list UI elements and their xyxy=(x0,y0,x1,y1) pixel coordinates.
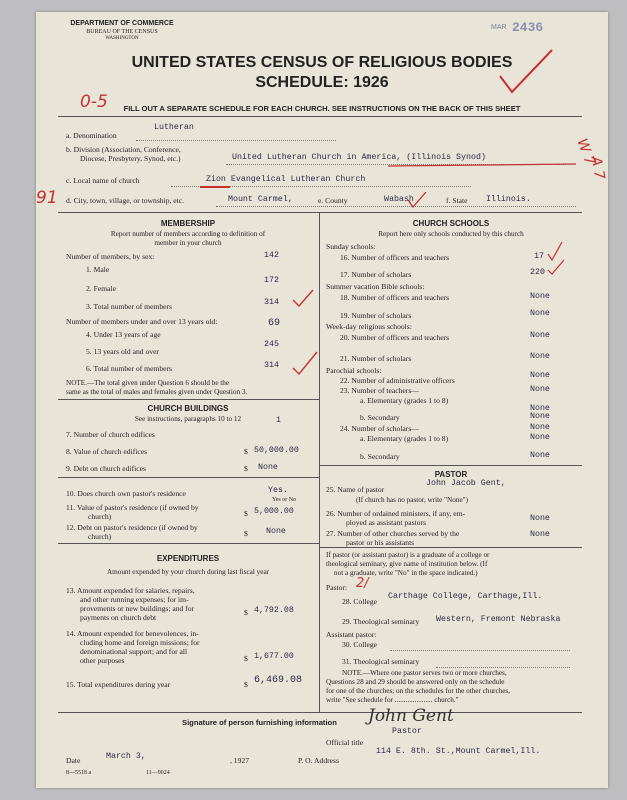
date-label: Date xyxy=(66,756,81,765)
divider xyxy=(58,477,319,478)
divider xyxy=(58,712,582,713)
red-check-mark xyxy=(406,192,436,212)
dollar-sign: $ xyxy=(244,509,248,518)
s22-label: 22. Number of administrative officers xyxy=(340,376,455,385)
divider xyxy=(58,212,582,213)
s17-label: 17. Number of scholars xyxy=(340,270,412,279)
pastor-residence-debt-label: 12. Debt on pastor's residence (if owned by xyxy=(66,523,198,532)
female-value: 172 xyxy=(264,276,279,285)
side-mark: W 7 xyxy=(573,136,598,168)
s24a-value: None xyxy=(530,433,550,442)
exp14-label-4: other purposes xyxy=(80,656,125,665)
s20-label: 20. Number of officers and teachers xyxy=(340,333,450,342)
dollar-sign: $ xyxy=(244,654,248,663)
divider xyxy=(319,547,582,548)
sunday-label: Sunday schools: xyxy=(326,242,376,251)
side-mark: 91 xyxy=(36,188,58,208)
total-label: 3. Total number of members xyxy=(86,302,173,311)
exp14-label: 14. Amount expended for benevolences, in- xyxy=(66,629,199,638)
schools-subtitle: Report here only schools conducted by this church xyxy=(378,230,524,238)
ordained-label: 26. Number of ordained ministers, if any, em- xyxy=(326,509,466,518)
edifice-value-label: 8. Value of church edifices xyxy=(66,447,148,456)
official-title-label: Official title xyxy=(326,738,364,747)
pastor-sub-label: Pastor: xyxy=(326,583,348,592)
exp15-label: 15. Total expenditures during year xyxy=(66,680,171,689)
side-mark: A 7 xyxy=(587,155,608,181)
s16-value: 17 xyxy=(534,252,544,261)
division-label-2: Diocese, Presbytery, Synod, etc.) xyxy=(80,154,181,163)
red-check-marks xyxy=(546,236,576,276)
graduate-note-2: theological seminary, give name of institution below. (If xyxy=(326,560,488,568)
total-value: 314 xyxy=(264,298,279,307)
census-form xyxy=(36,12,608,788)
po-address-label: P. O. Address xyxy=(298,756,339,765)
s23b-label: b. Secondary xyxy=(360,413,400,422)
membership-note: NOTE.—The total given under Question 6 should be the xyxy=(66,379,230,387)
s21-value: None xyxy=(530,352,550,361)
s18-label: 18. Number of officers and teachers xyxy=(340,293,450,302)
dollar-sign: $ xyxy=(244,680,248,689)
division-label: b. Division (Association, Conference, xyxy=(66,145,181,154)
exp13-value: 4,792.08 xyxy=(254,606,294,615)
church-label: church) xyxy=(88,532,112,541)
over-13-value: 245 xyxy=(264,340,279,349)
dotted-line xyxy=(390,650,570,651)
exp14-label-3: denominational support; and for all xyxy=(80,647,188,656)
red-pencil-mark: 0-5 xyxy=(80,92,108,112)
form-schedule: SCHEDULE: 1926 xyxy=(255,74,389,91)
print-number: 11—9024 xyxy=(146,770,170,776)
other-churches-label: 27. Number of other churches served by the xyxy=(326,529,460,538)
form-title: UNITED STATES CENSUS OF RELIGIOUS BODIES xyxy=(131,54,513,71)
dotted-line xyxy=(436,667,570,668)
over-13-label: 5. 13 years old and over xyxy=(86,347,159,356)
date-value: March 3, xyxy=(106,752,146,761)
asst-seminary-label: 31. Theological seminary xyxy=(342,657,420,666)
s23b-value: None xyxy=(530,412,550,421)
county-value: Wabash xyxy=(384,195,414,204)
under-13-value: 69 xyxy=(268,318,281,329)
college-value: Carthage College, Carthage,Ill. xyxy=(388,592,543,601)
seminary-value: Western, Fremont Nebraska xyxy=(436,615,561,624)
city-label: d. City, town, village, or township, etc. xyxy=(66,196,185,205)
residence-label: 10. Does church own pastor's residence xyxy=(66,489,186,498)
dept-name: DEPARTMENT OF COMMERCE xyxy=(70,20,174,27)
denomination-value: Lutheran xyxy=(154,123,194,132)
pastor-note: NOTE.—Where one pastor serves two or more churches, xyxy=(342,669,507,677)
female-label: 2. Female xyxy=(86,284,116,293)
pastor-residence-value: 5,000.00 xyxy=(254,507,294,516)
exp13-label-4: payments on church debt xyxy=(80,613,157,622)
other-churches-label-2: pastor or his assistants xyxy=(346,538,415,547)
schools-title: CHURCH SCHOOLS xyxy=(412,219,490,228)
other-churches-value: None xyxy=(530,530,550,539)
edifice-value: 50,000.00 xyxy=(254,446,299,455)
edifices-value: 1 xyxy=(276,416,281,425)
parochial-label: Parochial schools: xyxy=(326,366,382,375)
pastor-title: PASTOR xyxy=(434,470,468,479)
s23-label: 23. Number of teachers— xyxy=(340,386,419,395)
age-label: Number of members under and over 13 years old: xyxy=(66,317,218,326)
membership-note-2: same as the total of males and females given under Question 3. xyxy=(66,388,248,396)
state-value: Illinois. xyxy=(486,195,531,204)
bureau-name: BUREAU OF THE CENSUS xyxy=(86,29,158,35)
s24-value: None xyxy=(530,423,550,432)
exp14-value: 1,677.00 xyxy=(254,652,294,661)
expenditures-title: EXPENDITURES xyxy=(156,554,220,563)
red-check-marks xyxy=(291,282,321,382)
pastor-name-hint: (If church has no pastor, write "None") xyxy=(356,496,468,504)
total6-value: 314 xyxy=(264,361,279,370)
buildings-subtitle: See instructions, paragraphs 10 to 12 xyxy=(134,415,242,423)
dollar-sign: $ xyxy=(244,608,248,617)
signature-value: John Gent xyxy=(368,706,454,726)
s16-label: 16. Number of officers and teachers xyxy=(340,253,450,262)
membership-subtitle-2: member in your church xyxy=(154,239,222,247)
pastor-note-3: for one of the churches; on the schedules for the other churches, xyxy=(326,687,511,695)
s20-value: None xyxy=(530,331,550,340)
date-year: , 1927 xyxy=(230,756,249,765)
pastor-residence-value-label: 11. Value of pastor's residence (if owned by xyxy=(66,503,199,512)
graduate-note-3: not a graduate, write "No" in the space indicated.) xyxy=(334,569,478,577)
s23a-label: a. Elementary (grades 1 to 8) xyxy=(360,396,449,405)
expenditures-subtitle: Amount expended by your church during last fiscal year xyxy=(106,568,270,576)
form-number: 8—5518 a xyxy=(66,770,92,776)
received-stamp: 2436 xyxy=(512,20,544,35)
seminary-label: 29. Theological seminary xyxy=(342,617,420,626)
college-label: 28. College xyxy=(342,597,378,606)
under-13-label: 4. Under 13 years of age xyxy=(86,330,161,339)
divider xyxy=(58,543,319,544)
dollar-sign: $ xyxy=(244,447,248,456)
exp14-label-2: cluding home and foreign missions; for xyxy=(80,638,200,647)
debt-label: 9. Debt on church edifices xyxy=(66,464,146,473)
total6-label: 6. Total number of members xyxy=(86,364,173,373)
red-underline xyxy=(200,186,230,188)
state-label: f. State xyxy=(446,196,468,205)
pastor-name-label: 25. Name of pastor xyxy=(326,485,385,494)
exp13-label-2: and other running expenses; for im- xyxy=(80,595,189,604)
s24b-label: b. Secondary xyxy=(360,452,400,461)
s24a-label: a. Elementary (grades 1 to 8) xyxy=(360,434,449,443)
stamp-prefix: MAR xyxy=(491,24,507,31)
po-address-value: 114 E. 8th. St.,Mount Carmel,Ill. xyxy=(376,747,541,756)
s17-value: 220 xyxy=(530,268,545,277)
official-title-value: Pastor xyxy=(392,727,422,736)
by-sex-label: Number of members, by sex: xyxy=(66,252,155,261)
s23-value: None xyxy=(530,385,550,394)
church-label: church) xyxy=(88,512,112,521)
division-value: United Lutheran Church in America, (Illinois Synod) xyxy=(232,153,486,162)
dotted-line xyxy=(136,140,336,141)
exp15-value: 6,469.08 xyxy=(254,675,303,686)
pastor-note-2: Questions 28 and 29 should be answered only on the schedule xyxy=(326,678,505,686)
local-name-value: Zion Evangelical Lutheran Church xyxy=(206,175,366,184)
divider xyxy=(58,116,582,117)
s24-label: 24. Number of scholars— xyxy=(340,424,419,433)
s22-value: None xyxy=(530,371,550,380)
residence-value: Yes. xyxy=(268,486,288,495)
weekday-label: Week-day religious schools: xyxy=(326,322,412,331)
divider xyxy=(319,465,582,466)
red-pencil-mark: 2/ xyxy=(356,576,369,591)
city-value: Mount Carmel, xyxy=(228,195,293,204)
dotted-line xyxy=(216,206,576,207)
buildings-title: CHURCH BUILDINGS xyxy=(147,404,229,413)
s23a-value: None xyxy=(530,404,550,413)
exp13-label: 13. Amount expended for salaries, repairs, xyxy=(66,586,195,595)
s21-label: 21. Number of scholars xyxy=(340,354,412,363)
dollar-sign: $ xyxy=(244,464,248,473)
s24b-value: None xyxy=(530,451,550,460)
membership-subtitle: Report number of members according to definition of xyxy=(110,230,266,238)
graduate-note: If pastor (or assistant pastor) is a graduate of a college or xyxy=(326,551,490,559)
yes-no-hint: Yes or No xyxy=(272,497,297,503)
s19-value: None xyxy=(530,309,550,318)
pastor-residence-debt: None xyxy=(266,527,286,536)
ordained-label-2: ployed as assistant pastors xyxy=(346,518,426,527)
ordained-value: None xyxy=(530,514,550,523)
s18-value: None xyxy=(530,292,550,301)
form-instructions: FILL OUT A SEPARATE SCHEDULE FOR EACH CHURCH. SEE INSTRUCTIONS ON THE BACK OF THIS SHEET xyxy=(123,104,521,113)
pastor-note-4: write "See schedule for ..................... church." xyxy=(326,696,459,704)
county-label: e. County xyxy=(318,196,348,205)
signature-label: Signature of person furnishing information xyxy=(182,718,337,727)
city-name: WASHINGTON xyxy=(105,36,139,41)
edifices-label: 7. Number of church edifices xyxy=(66,430,155,439)
divider xyxy=(58,399,319,400)
denomination-label: a. Denomination xyxy=(66,131,117,140)
dollar-sign: $ xyxy=(244,529,248,538)
summer-label: Summer vacation Bible schools: xyxy=(326,282,425,291)
debt-value: None xyxy=(258,463,278,472)
local-name-label: c. Local name of church xyxy=(66,176,140,185)
male-label: 1. Male xyxy=(86,265,110,274)
s19-label: 19. Number of scholars xyxy=(340,311,412,320)
asst-college-label: 30. College xyxy=(342,640,378,649)
red-underline xyxy=(386,160,586,170)
exp13-label-3: provements or new buildings; and for xyxy=(80,604,195,613)
asst-pastor-label: Assistant pastor: xyxy=(326,630,377,639)
male-value-top: 142 xyxy=(264,251,279,260)
pastor-name-value: John Jacob Gent, xyxy=(426,479,506,488)
membership-title: MEMBERSHIP xyxy=(160,219,216,228)
